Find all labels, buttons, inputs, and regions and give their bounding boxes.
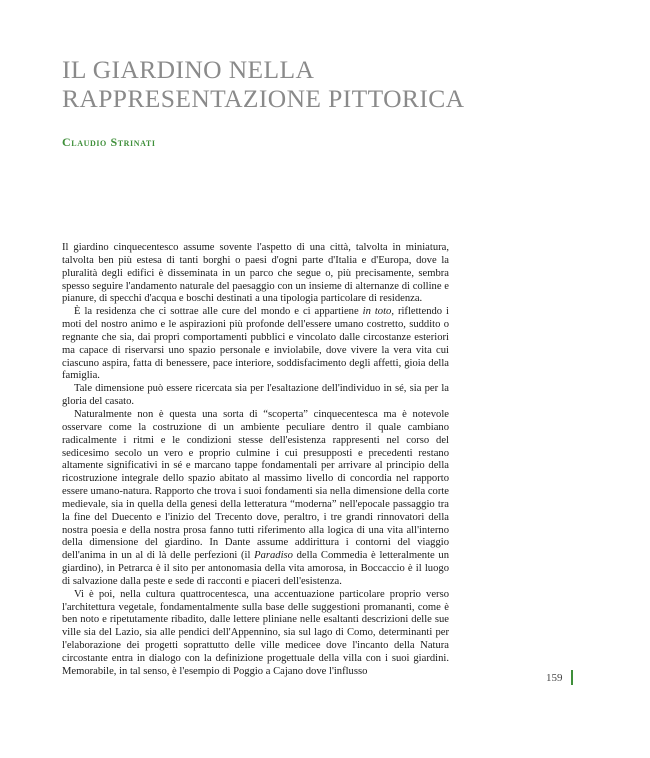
paragraph-5: Vi è poi, nella cultura quattrocentesca, una accentuazione particolare proprio verso l'architettura vegetale, fondamentalmente sulla base delle suggestioni promananti, come è ben noto e ripetutamente ribadito, dalle lettere pliniane nelle esaltanti descrizioni delle sue ville sia del Lazio, sia alle pendici dell'Appennino, sia sul lago di Como, determinanti per l'elaborazione dei progetti soprattutto delle ville medicee dove l'incanto della Natura circostante entra in dialogo con la definizione progettuale della villa con i suoi giardini. Memorabile, in tal senso, è l'esempio di Poggio a Cajano dove l'influsso (62, 588, 449, 677)
paragraph-2-part-1: È la residenza che ci sottrae alle cure del mondo e ci appartiene (74, 306, 363, 318)
paragraph-3: Tale dimensione può essere ricercata sia per l'esaltazione dell'individuo in sé, sia per la gloria del casato. (62, 383, 449, 408)
paragraph-4 (62, 409, 449, 589)
page-number: 159 (546, 671, 563, 684)
chapter-title (62, 55, 622, 113)
chapter-title-line-2: RAPPRESENTAZIONE PITTORICA (62, 84, 465, 113)
paragraph-1: Il giardino cinquecentesco assume sovente l'aspetto di una città, talvolta in miniatura, talvolta ben più estesa di tanti borghi o paesi d'ogni parte d'Italia e d'Europa, dove la pluralità degli edifici è disseminata in un parco che segue o, più precisamente, sembra spesso seguire l'andamento naturale del paesaggio con un insieme di alternanze di colline e pianure, di specchi d'acqua e boschi destinati a una tipologia particolare di residenza. (62, 242, 449, 305)
page-number-rule (571, 670, 573, 685)
paragraph-2-italic: in toto (362, 306, 392, 318)
paragraph-2-part-2: , riflettendo i moti del nostro animo e le aspirazioni più profonde dell'essere umano costretto, suddito o regnante che sia, dai propri comportamenti pubblici e vincolato dalle circostanze esteriori ma capace di riservarsi uno spazio personale e inviolabile, dove vivere la vera vita cui ciascuno aspira, fatta di benessere, pace interiore, soddisfacimento degli affetti, gioia della famiglia. (62, 306, 449, 382)
paragraph-4-part-1: Naturalmente non è questa una sorta di “scoperta” cinquecentesca ma è notevole osservare come la costruzione di un ambiente peculiare dentro il quale cambiano radicalmente i ritmi e le condizioni stesse dell'esistenza rappresenti nel corso del sedicesimo secolo un vero e proprio culmine i cui presupposti e precedenti restano altamente significativi in sé e marcano tappe fondamentali per arrivare al principio della ricostruzione integrale dello spazio abitato al massimo livello di concordia nel rapporto essere umano-natura. Rapporto che trova i suoi fondamenti sia nella dimensione della corte medievale, sia in quella della genesi della letteratura “moderna” nell'epocale passaggio tra la fine del Duecento e l'inizio del Trecento dove, peraltro, i tre grandi rinnovatori della nostra poesia e della nostra prosa fanno tutti riferimento alla logica di una vita all'interno della dimensione del giardino. In Dante assume addirittura i contorni del viaggio dell'anima in un al di là delle perfezioni (il (62, 408, 449, 562)
paragraph-4-part-2: della Commedia è letteralmente un giardino), in Petrarca è il sito per antonomasia della vita amorosa, in Boccaccio è il luogo di salvazione dalla peste e sede di racconti e piaceri dell'esistenza. (62, 550, 450, 587)
page-footer (546, 670, 573, 685)
paragraph-2 (62, 306, 449, 383)
author-name: Claudio Strinati (62, 135, 156, 149)
chapter-title-line-1: IL GIARDINO NELLA (62, 55, 315, 84)
body-text (62, 242, 449, 679)
paragraph-4-italic: Paradiso (254, 550, 293, 562)
